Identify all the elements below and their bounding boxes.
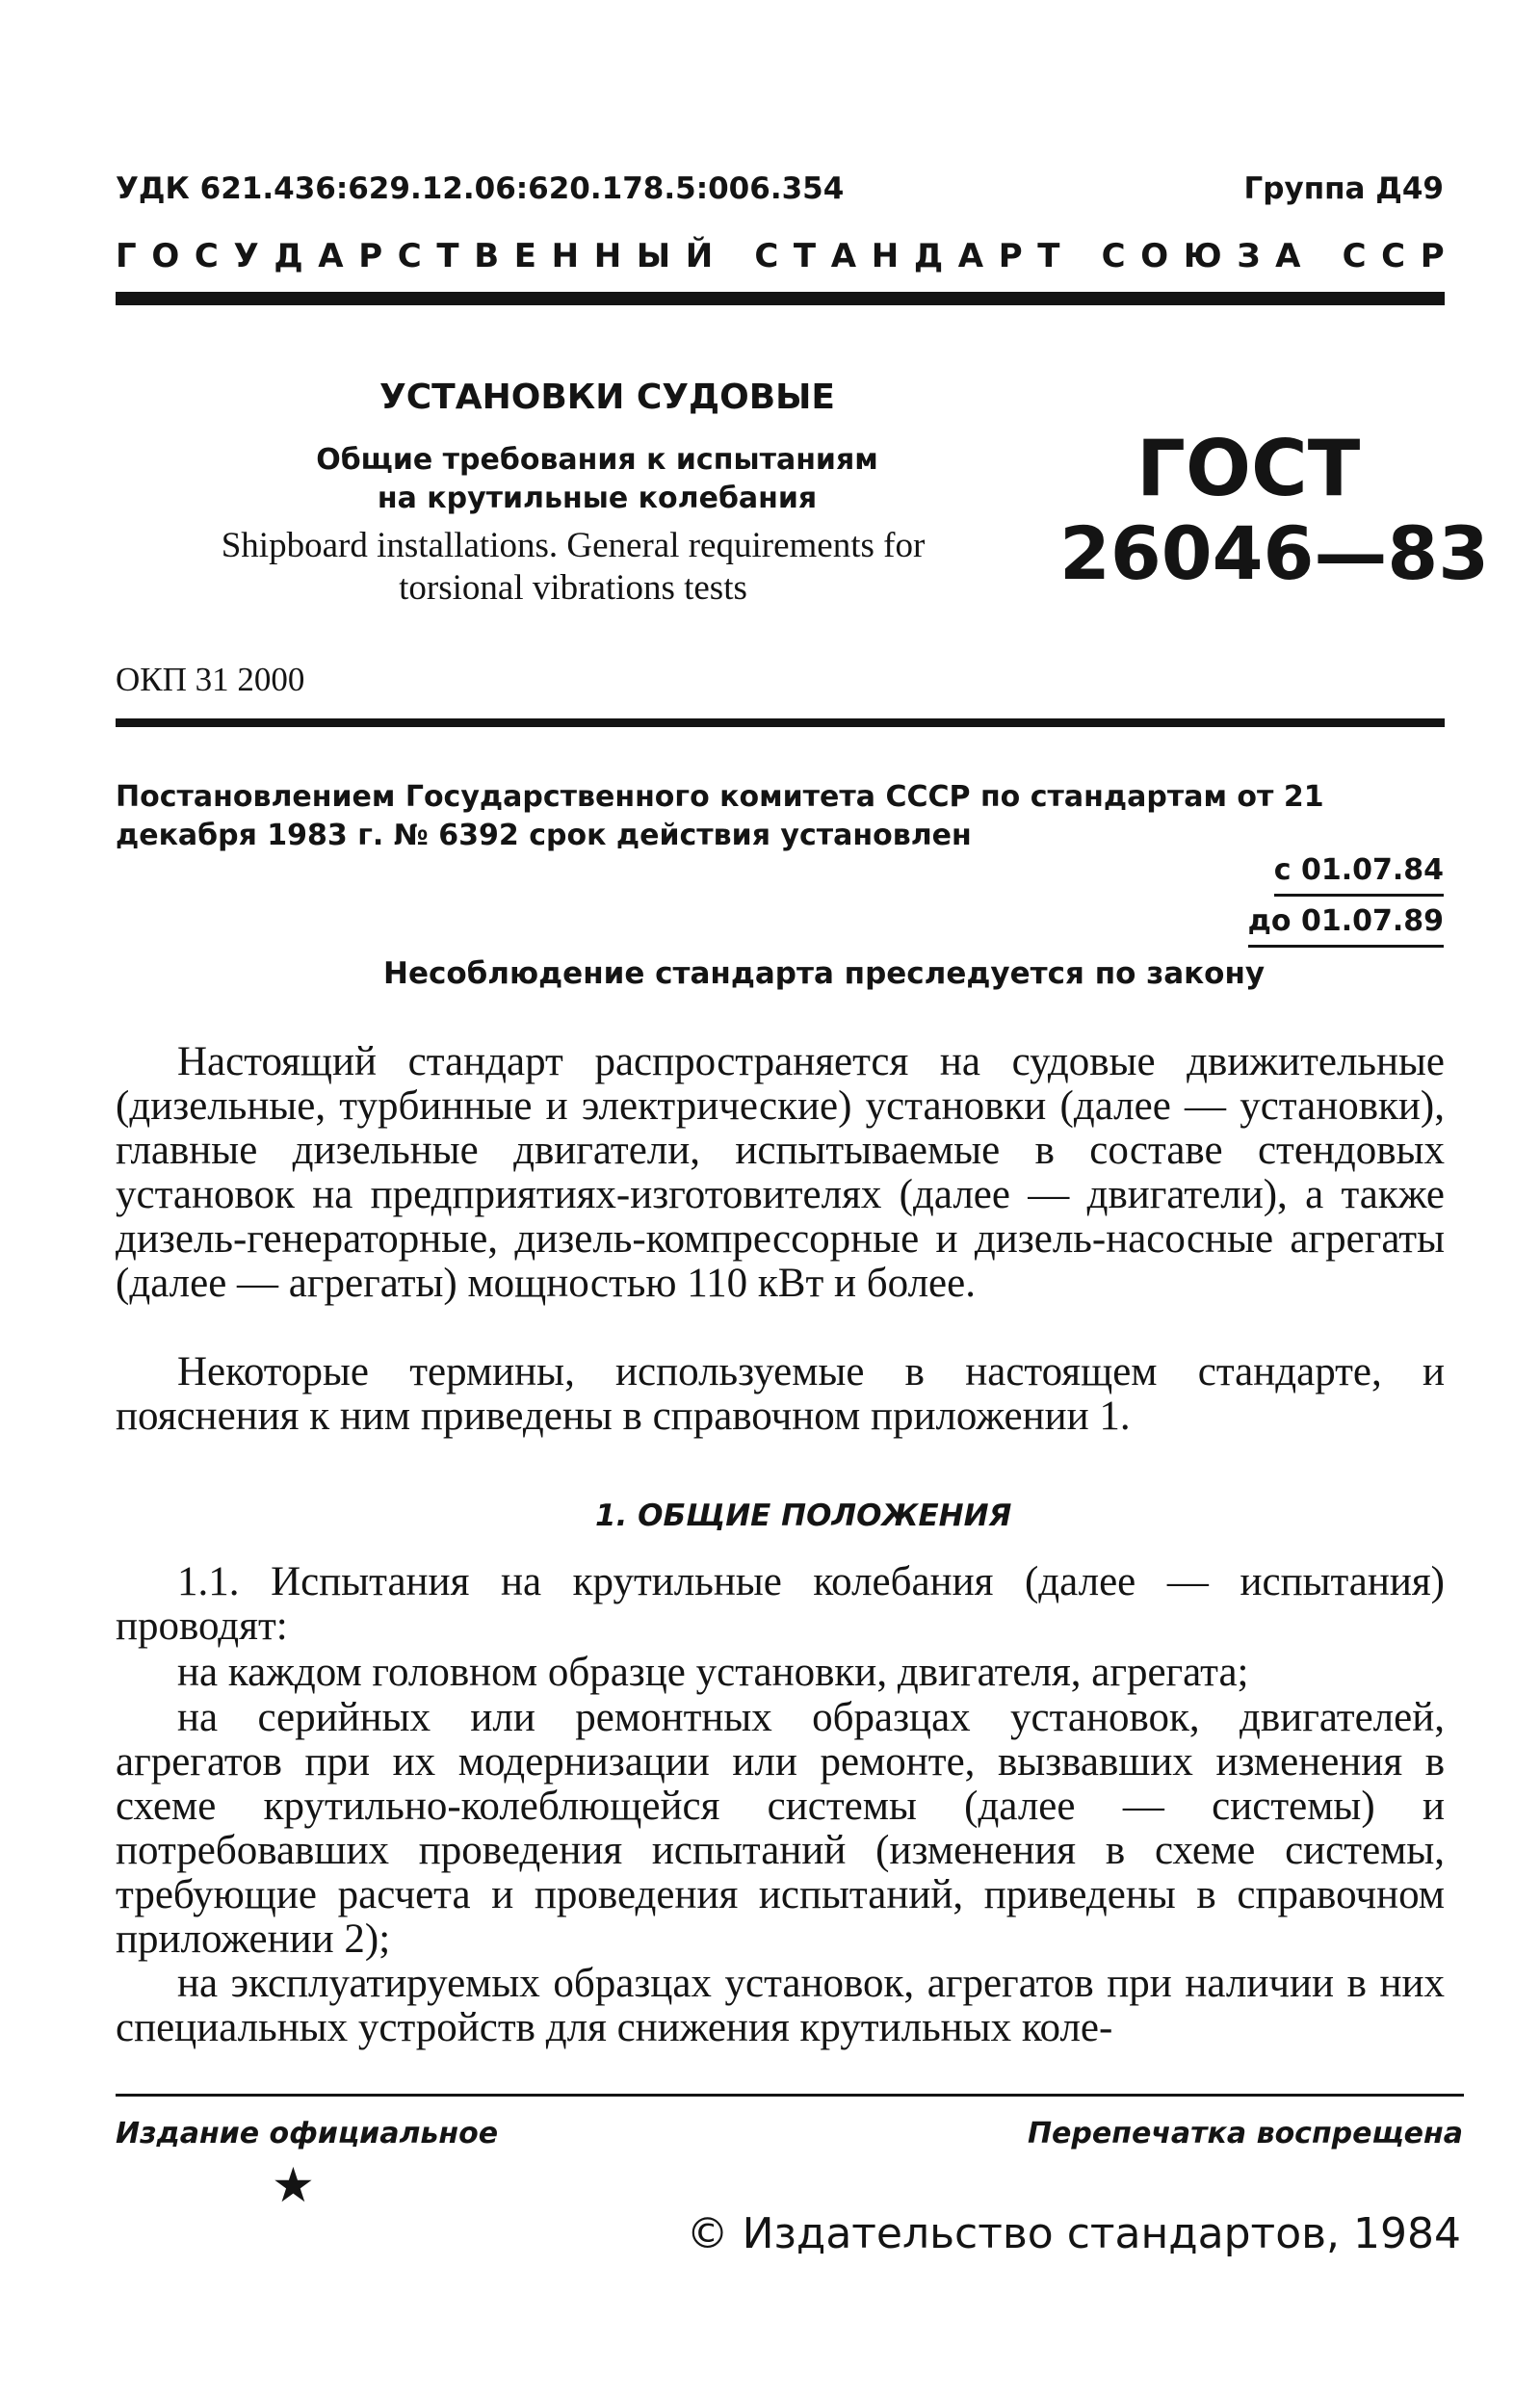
state-standard-letter: Ы <box>636 237 671 275</box>
state-standard-letter: Т <box>436 237 459 275</box>
state-standard-letter: Г <box>116 237 137 275</box>
state-standard-letter: Т <box>793 237 817 275</box>
valid-to: до 01.07.89 <box>1248 900 1444 948</box>
state-standard-heading <box>116 237 1445 275</box>
state-standard-letter: Т <box>1037 237 1060 275</box>
state-standard-letter: А <box>1275 237 1301 275</box>
reprint-prohibited: Перепечатка воспрещена <box>1027 2117 1463 2150</box>
section-heading: 1. ОБЩИЕ ПОЛОЖЕНИЯ <box>595 1499 1012 1533</box>
paragraph-scope-text: Настоящий стандарт распространяется на судовые движительные (дизельные, турбинные и электрические) установки (далее — установки), главные дизельные двигатели, испытываемые в составе стендовых установок на предприятиях-изготовителях (далее — двигатели), а также дизель-генераторные, дизель-компрессорные и дизель-насосные агрегаты (далее — агрегаты) мощностью 110 кВт и более. <box>116 1039 1445 1306</box>
section-rule <box>116 718 1445 727</box>
paragraph-serial-sample-text: на серийных или ремонтных образцах установок, двигателей, агрегатов при их модернизации или ремонте, вызвавших изменения в схеме крутильно-колеблющейся системы (далее — системы) и потребовавших проведения испытаний (изменения в схеме системы, требующие расчета и проведения испытаний, приведены в справочном приложении 2); <box>116 1695 1445 1962</box>
state-standard-letter: С <box>1101 237 1126 275</box>
state-standard-letter: Р <box>998 237 1023 275</box>
state-standard-letter: Р <box>358 237 383 275</box>
state-standard-letter: А <box>318 237 344 275</box>
paragraph-terms <box>116 1350 1445 1439</box>
udk-code: УДК 621.436:629.12.06:620.178.5:006.354 <box>116 171 845 206</box>
official-edition: Издание официальное <box>116 2117 499 2150</box>
footer-rule <box>116 2094 1464 2097</box>
state-standard-letter: А <box>830 237 857 275</box>
state-standard-letter: А <box>957 237 984 275</box>
paragraph-operated-sample <box>116 1962 1445 2050</box>
state-standard-letter: С <box>397 237 422 275</box>
english-title-line-1: Shipboard installations. General requirements for <box>221 526 926 565</box>
english-title <box>154 525 992 610</box>
document-subtitle <box>260 441 934 518</box>
decree-text: Постановлением Государственного комитета СССР по стандартам от 21 декабря 1983 г. № 6392 срок действия установлен <box>116 780 1324 852</box>
state-standard-letter <box>1316 237 1327 275</box>
valid-from: с 01.07.84 <box>1274 849 1444 897</box>
state-standard-letter: Н <box>871 237 900 275</box>
state-standard-letter: О <box>1140 237 1169 275</box>
header-rule <box>116 292 1445 305</box>
paragraph-scope <box>116 1040 1445 1306</box>
paragraph-serial-sample <box>116 1696 1445 1962</box>
paragraph-1-1-text: 1.1. Испытания на крутильные колебания (далее — испытания) проводят: <box>116 1559 1445 1649</box>
state-standard-letter: С <box>1342 237 1367 275</box>
state-standard-letter: У <box>233 237 259 275</box>
state-standard-letter: С <box>754 237 779 275</box>
state-standard-letter: Р <box>1420 237 1445 275</box>
state-standard-letter: С <box>194 237 219 275</box>
state-standard-letter: Ю <box>1183 237 1222 275</box>
paragraph-terms-text: Некоторые термины, используемые в настоящем стандарте, и пояснения к ним приведены в справочном приложении 1. <box>116 1349 1445 1439</box>
state-standard-letter: Е <box>513 237 536 275</box>
star-icon: ★ <box>272 2157 315 2213</box>
state-standard-letter <box>1075 237 1086 275</box>
english-title-line-2: torsional vibrations tests <box>399 568 747 608</box>
paragraph-1-1 <box>116 1560 1445 1649</box>
state-standard-letter: Д <box>913 237 944 275</box>
copyright: © Издательство стандартов, 1984 <box>686 2209 1461 2258</box>
state-standard-letter: Н <box>551 237 580 275</box>
state-standard-letter: Д <box>274 237 303 275</box>
state-standard-letter: С <box>1381 237 1406 275</box>
subtitle-line-2: на крутильные колебания <box>377 482 818 515</box>
paragraph-head-sample <box>116 1651 1445 1695</box>
penalty-notice: Несоблюдение стандарта преследуется по закону <box>383 956 1266 991</box>
state-standard-letter: Н <box>593 237 622 275</box>
state-standard-letter: Й <box>685 237 714 275</box>
state-standard-letter: З <box>1237 237 1261 275</box>
state-standard-letter: В <box>474 237 500 275</box>
paragraph-operated-sample-text: на эксплуатируемых образцах установок, агрегатов при наличии в них специальных устройств для снижения крутильных коле- <box>116 1961 1445 2050</box>
group-code: Группа Д49 <box>1243 171 1444 206</box>
state-standard-letter <box>728 237 740 275</box>
state-standard-letter: О <box>151 237 180 275</box>
gost-number: 26046—83 <box>1059 510 1490 596</box>
subtitle-line-1: Общие требования к испытаниям <box>316 443 878 477</box>
okp-code: ОКП 31 2000 <box>116 661 305 698</box>
paragraph-head-sample-text: на каждом головном образце установки, двигателя, агрегата; <box>177 1650 1249 1695</box>
validity-dates <box>1248 849 1444 951</box>
document-title: УСТАНОВКИ СУДОВЫЕ <box>379 378 836 417</box>
gost-label: ГОСТ <box>1136 424 1361 513</box>
